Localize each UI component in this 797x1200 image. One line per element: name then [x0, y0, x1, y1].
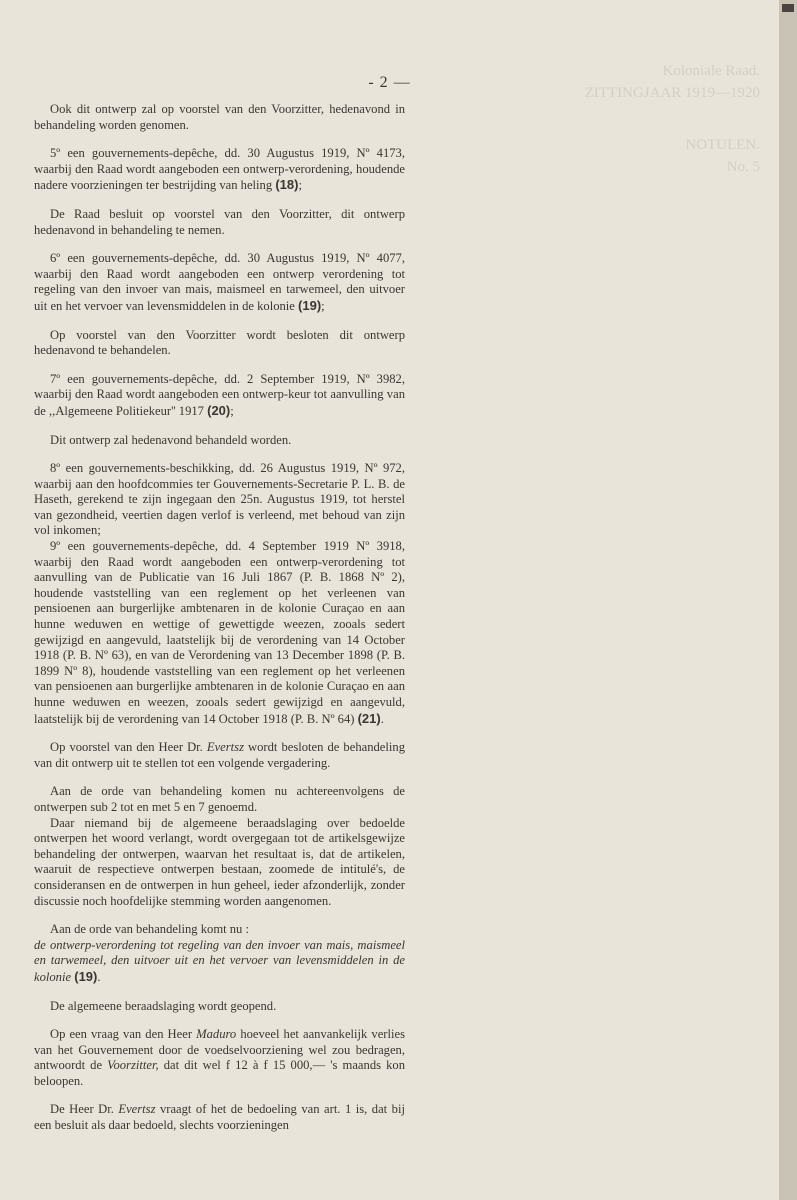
paragraph-text: Aan de orde van behandeling komen nu achtereenvolgens de ontwerpen sub 2 tot en met 5 en 7 genoemd. [34, 784, 405, 814]
scan-edge-marker [782, 4, 794, 12]
document-ref: (19) [298, 297, 322, 313]
paragraph-text: Aan de orde van behandeling komt nu : [50, 922, 249, 937]
paragraph [34, 1102, 405, 1133]
paragraph [34, 102, 405, 133]
punctuation: . [380, 711, 384, 726]
paragraph [34, 433, 405, 449]
paragraph [34, 922, 405, 938]
paragraph-text: Dit ontwerp zal hedenavond behandeld worden. [50, 432, 292, 447]
punctuation: ; [230, 403, 234, 418]
paragraph [34, 740, 405, 771]
paragraph-text: Daar niemand bij de algemeene beraadslaging over bedoelde ontwerpen het woord verlangt, wordt overgegaan tot de artikelsgewijze behandeling der ontwerpen, waarvan het resultaat is, dat de artikelen, waaruit de respectieve ontwerpen bestaan, zoomede de intitulé's, de consideransen en de ontwerpen in hun geheel, ieder afzonderlijk, zonder discussie noch hoofdelijke stemming worden aangenomen. [34, 815, 405, 908]
document-ref: (21) [357, 710, 381, 726]
bleed-line: Koloniale Raad. [662, 63, 760, 79]
speaker-name: Maduro [196, 1027, 237, 1042]
punctuation: ; [298, 178, 302, 193]
paragraph-text: wordt besloten de behandeling van dit ontwerp uit te stellen tot een volgende vergadering. [34, 740, 405, 770]
paragraph [34, 539, 405, 727]
speaker-name: Voorzitter, [107, 1058, 159, 1073]
paragraph-text: Op voorstel van den Heer Dr. [50, 740, 203, 755]
body-text [34, 102, 405, 1147]
punctuation: . [97, 969, 101, 984]
agenda-item: de ontwerp-verordening tot regeling van den invoer van mais, maismeel en tarwemeel, den uitvoer uit en het vervoer van levensmiddelen in de kolonie [34, 937, 405, 984]
paragraph [34, 328, 405, 359]
paragraph-text: Op een vraag van den Heer [50, 1027, 193, 1042]
speaker-name: Evertsz [118, 1102, 156, 1117]
document-ref: (20) [207, 402, 231, 418]
paragraph-text: De Raad besluit op voorstel van den Voorzitter, dit ontwerp hedenavond in behandeling te nemen. [34, 206, 405, 237]
paragraph [34, 784, 405, 815]
paragraph-text: 8º een gouvernements-beschikking, dd. 26 Augustus 1919, Nº 972, waarbij aan den hoofdcommies ter Gouvernements-Secretarie P. L. B. de Haseth, gerekend te zijn ingegaan den 25n. Augustus 1919, tot herstel van gezondheid, veertien dagen verlof is verleend, met behoud van zijn vol inkomen; [34, 461, 405, 538]
bleed-line: ZITTINGJAAR 1919—1920 [584, 85, 760, 101]
paragraph [34, 999, 405, 1015]
paragraph [34, 146, 405, 194]
paragraph-text: Op voorstel van den Voorzitter wordt besloten dit ontwerp hedenavond te behandelen. [34, 327, 405, 358]
paragraph [34, 816, 405, 910]
paragraph-text: dat dit wel f 12 à f 15 000,— 's maands kon beloopen. [34, 1058, 406, 1088]
page-number: - 2 — [368, 74, 411, 91]
paragraph [34, 251, 405, 314]
bleed-line: No. 5 [726, 159, 760, 175]
paragraph [34, 372, 405, 420]
paragraph-text: vraagt of het de bedoeling van art. 1 is, dat bij een besluit als daar bedoeld, slechts voorzieningen [34, 1102, 405, 1133]
bleed-line: NOTULEN. [685, 137, 760, 153]
paragraph-text: De algemeene beraadslaging wordt geopend. [50, 998, 277, 1013]
document-ref: (18) [275, 177, 299, 193]
paragraph [34, 938, 405, 986]
speaker-name: Evertsz [206, 740, 244, 755]
paragraph-text: Ook dit ontwerp zal op voorstel van den Voorzitter, hedenavond in behandeling worden genomen. [34, 102, 405, 132]
paragraph [34, 1027, 405, 1089]
paragraph-text: De Heer Dr. [50, 1102, 114, 1117]
paragraph-text: 9º een gouvernements-depêche, dd. 4 September 1919 Nº 3918, waarbij den Raad wordt aangeboden een ontwerp-verordening tot aanvulling van de Publicatie van 16 Juli 1867 (P. B. 1868 Nº 2), houdende vaststelling van een reglement op het verleenen van pensioenen aan burgerlijke ambtenaren in de kolonie Curaçao en aan hunne weduwen en wettige of gewettigde weezen, zooals sedert gewijzigd en aangevuld, laatstelijk bij de verordening van 14 October 1918 (P. B. Nº 63), en van de Verordening van 13 December 1898 (P. B. 1899 Nº 8), houdende vaststelling van een reglement op het verleenen van pensioenen aan burgerlijke ambtenaren in de kolonie Curaçao en aan hunne weduwen en weezen, zooals sedert gewijzigd en aangevuld, laatstelijk bij de verordening van 14 October 1918 (P. B. Nº 64) [34, 539, 405, 726]
paragraph [34, 207, 405, 238]
paragraph-text: hoeveel het aanvankelijk verlies van het Gouvernement door de voedselvoorziening wel zou bedragen, antwoordt de [34, 1027, 405, 1073]
paragraph-text: 5º een gouvernements-depêche, dd. 30 Augustus 1919, Nº 4173, waarbij den Raad wordt aangeboden een ontwerp-verordening, houdende nadere voorzieningen ter bestrijding van heling [34, 146, 405, 193]
paragraph [34, 461, 405, 539]
punctuation: ; [321, 298, 325, 313]
scan-edge [779, 0, 797, 1200]
paragraph-text: 7º een gouvernements-depêche, dd. 2 September 1919, Nº 3982, waarbij den Raad wordt aangeboden een ontwerp-keur tot aanvulling van de ,,Algemeene Politiekeur'' 1917 [34, 371, 405, 418]
paragraph-text: 6º een gouvernements-depêche, dd. 30 Augustus 1919, Nº 4077, waarbij den Raad wordt aangeboden een ontwerp verordening tot regeling van den invoer van mais, maismeel en tarwemeel, den uitvoer uit en het vervoer van levensmiddelen in de kolonie [34, 251, 405, 313]
document-ref: (19) [74, 968, 98, 984]
